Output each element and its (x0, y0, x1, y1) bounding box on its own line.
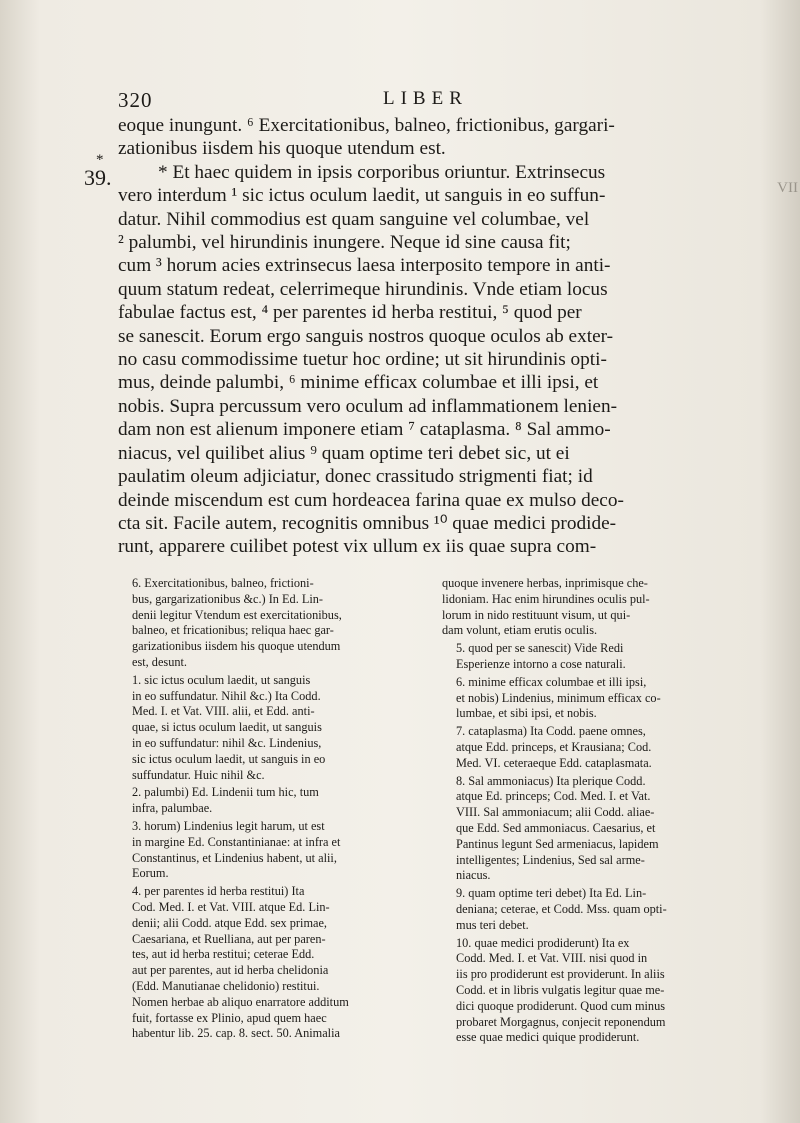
text-line: eoque inungunt. ⁶ Exercitationibus, balneo, frictionibus, gargari- (118, 115, 615, 136)
footnote: 1. sic ictus oculum laedit, ut sanguis in eo suffundatur. Nihil &c.) Ita Codd. Med. I. et Vat. VIII. alii, et Edd. anti- quae, si ictus oculum laedit, ut sanguis in eo suffundatur: nihil &c. Lindenius, sic ictus oculum laedit, ut sanguis in eo suffundatur. Huic nihil &c. (132, 672, 326, 782)
footnotes-right-column (442, 576, 744, 1048)
text-line: * Et haec quidem in ipsis corporibus oriuntur. Extrinsecus (158, 161, 606, 183)
margin-section-number: 39. (84, 165, 112, 190)
text-line: se sanescit. Eorum ergo sanguis nostros quoque oculos ab exter- (118, 325, 614, 347)
footnote: 3. horum) Lindenius legit harum, ut est in margine Ed. Constantinianae: at infra et Constantinus, et Lindenius habent, ut alii, Eorum. (132, 818, 341, 881)
footnotes-left-column (118, 576, 420, 1048)
running-title: LIBER (383, 88, 468, 109)
text-line: dam non est alienum imponere etiam ⁷ cataplasma. ⁸ Sal ammo- (118, 419, 611, 441)
footnote: 10. quae medici prodiderunt) Ita ex Codd. Med. I. et Vat. VIII. nisi quod in iis pro prodiderunt est providerunt. In aliis Codd. et in libris vulgatis legitur quae me- dici quoque prodiderunt. Quod cum minus probaret Morgagnus, conjecit reponendum esse quae medici quique prodiderunt. (456, 935, 666, 1045)
text-line: cta sit. Facile autem, recognitis omnibus ¹⁰ quae medici prodide- (118, 512, 617, 534)
text-line: quum statum redeat, celerrimeque hirundinis. Vnde etiam locus (118, 278, 608, 300)
text-line: ² palumbi, vel hirundinis inungere. Neque id sine causa fit; (118, 232, 571, 254)
page-header (118, 88, 718, 112)
text-line: mus, deinde palumbi, ⁶ minime efficax columbae et illi ipsi, et (118, 372, 599, 394)
footnote: 2. palumbi) Ed. Lindenii tum hic, tum infra, palumbae. (132, 785, 319, 816)
text-line: no casu commodissime tuetur hoc ordine; ut sit hirundinis opti- (118, 349, 607, 371)
footnote: 8. Sal ammoniacus) Ita plerique Codd. atque Ed. princeps; Cod. Med. I. et Vat. VIII. Sal ammoniacum; alii Codd. aliae- que Edd. Sed ammoniacus. Caesarius, et Pantinus legunt Sed armeniacus, lapidem intelligentes; Lindenius, Sed sal arme- niacus. (456, 773, 659, 883)
text-line: runt, apparere cuilibet potest vix ullum ex iis quae supra com- (118, 536, 597, 558)
footnote: 6. minime efficax columbae et illi ipsi, et nobis) Lindenius, minimum efficax co- lumbae, et sibi ipsi, et nobis. (456, 674, 661, 721)
margin-asterisk: * (96, 152, 104, 168)
text-line: niacus, vel quilibet alius ⁹ quam optime teri debet sic, ut ei (118, 442, 570, 464)
main-text (118, 114, 736, 559)
bleed-through-edge-text: VII (777, 180, 798, 196)
text-line: deinde miscendum est cum hordeacea farina quae ex mulso deco- (118, 489, 624, 511)
text-line: datur. Nihil commodius est quam sanguine vel columbae, vel (118, 208, 590, 230)
text-line: vero interdum ¹ sic ictus oculum laedit, ut sanguis in eo suffun- (118, 185, 606, 207)
footnote: 6. Exercitationibus, balneo, frictioni- bus, gargarizationibus &c.) In Ed. Lin- denii legitur Vtendum est exercitationibus, balneo, et fricationibus; reliqua haec gar- garizationibus iisdem his quoque utendum est, desunt. (132, 576, 342, 669)
footnote-continuation: quoque invenere herbas, inprimisque che- lidoniam. Hac enim hirundines oculis pul- lorum in nido restituunt visum, ut qui- dam volunt, etiam erutis oculis. (442, 576, 650, 638)
footnote: 4. per parentes id herba restitui) Ita Cod. Med. I. et Vat. VIII. atque Ed. Lin- denii; alii Codd. atque Edd. sex primae, Caesariana, et Ruelliana, aut per paren- tes, aut id herba restitui; ceterae Edd. aut per parentes, aut id herba chelidonia (Edd. Manutianae chelidonio) restitui. Nomen herbae ab aliquo enarratore additum fuit, fortasse ex Plinio, apud quem haec habentur lib. 25. cap. 8. sect. 50. Animalia (132, 884, 349, 1041)
footnote: 7. cataplasma) Ita Codd. paene omnes, atque Edd. princeps, et Krausiana; Cod. Med. VI. ceteraeque Edd. cataplasmata. (456, 724, 652, 770)
text-line: cum ³ horum acies extrinsecus laesa interposito tempore in anti- (118, 255, 611, 277)
footnotes (118, 576, 744, 1048)
text-line: zationibus iisdem his quoque utendum est. (118, 138, 446, 160)
page-number: 320 (118, 88, 153, 112)
text-line: fabulae factus est, ⁴ per parentes id herba restitui, ⁵ quod per (118, 302, 582, 324)
footnote: 5. quod per se sanescit) Vide Redi Esperienze intorno a cose naturali. (456, 641, 626, 671)
text-line: nobis. Supra percussum vero oculum ad inflammationem lenien- (118, 395, 618, 417)
text-line: paulatim oleum adjiciatur, donec crassitudo strigmenti fiat; id (118, 466, 593, 488)
footnote: 9. quam optime teri debet) Ita Ed. Lin- deniana; ceterae, et Codd. Mss. quam opti- mus teri debet. (456, 886, 667, 932)
